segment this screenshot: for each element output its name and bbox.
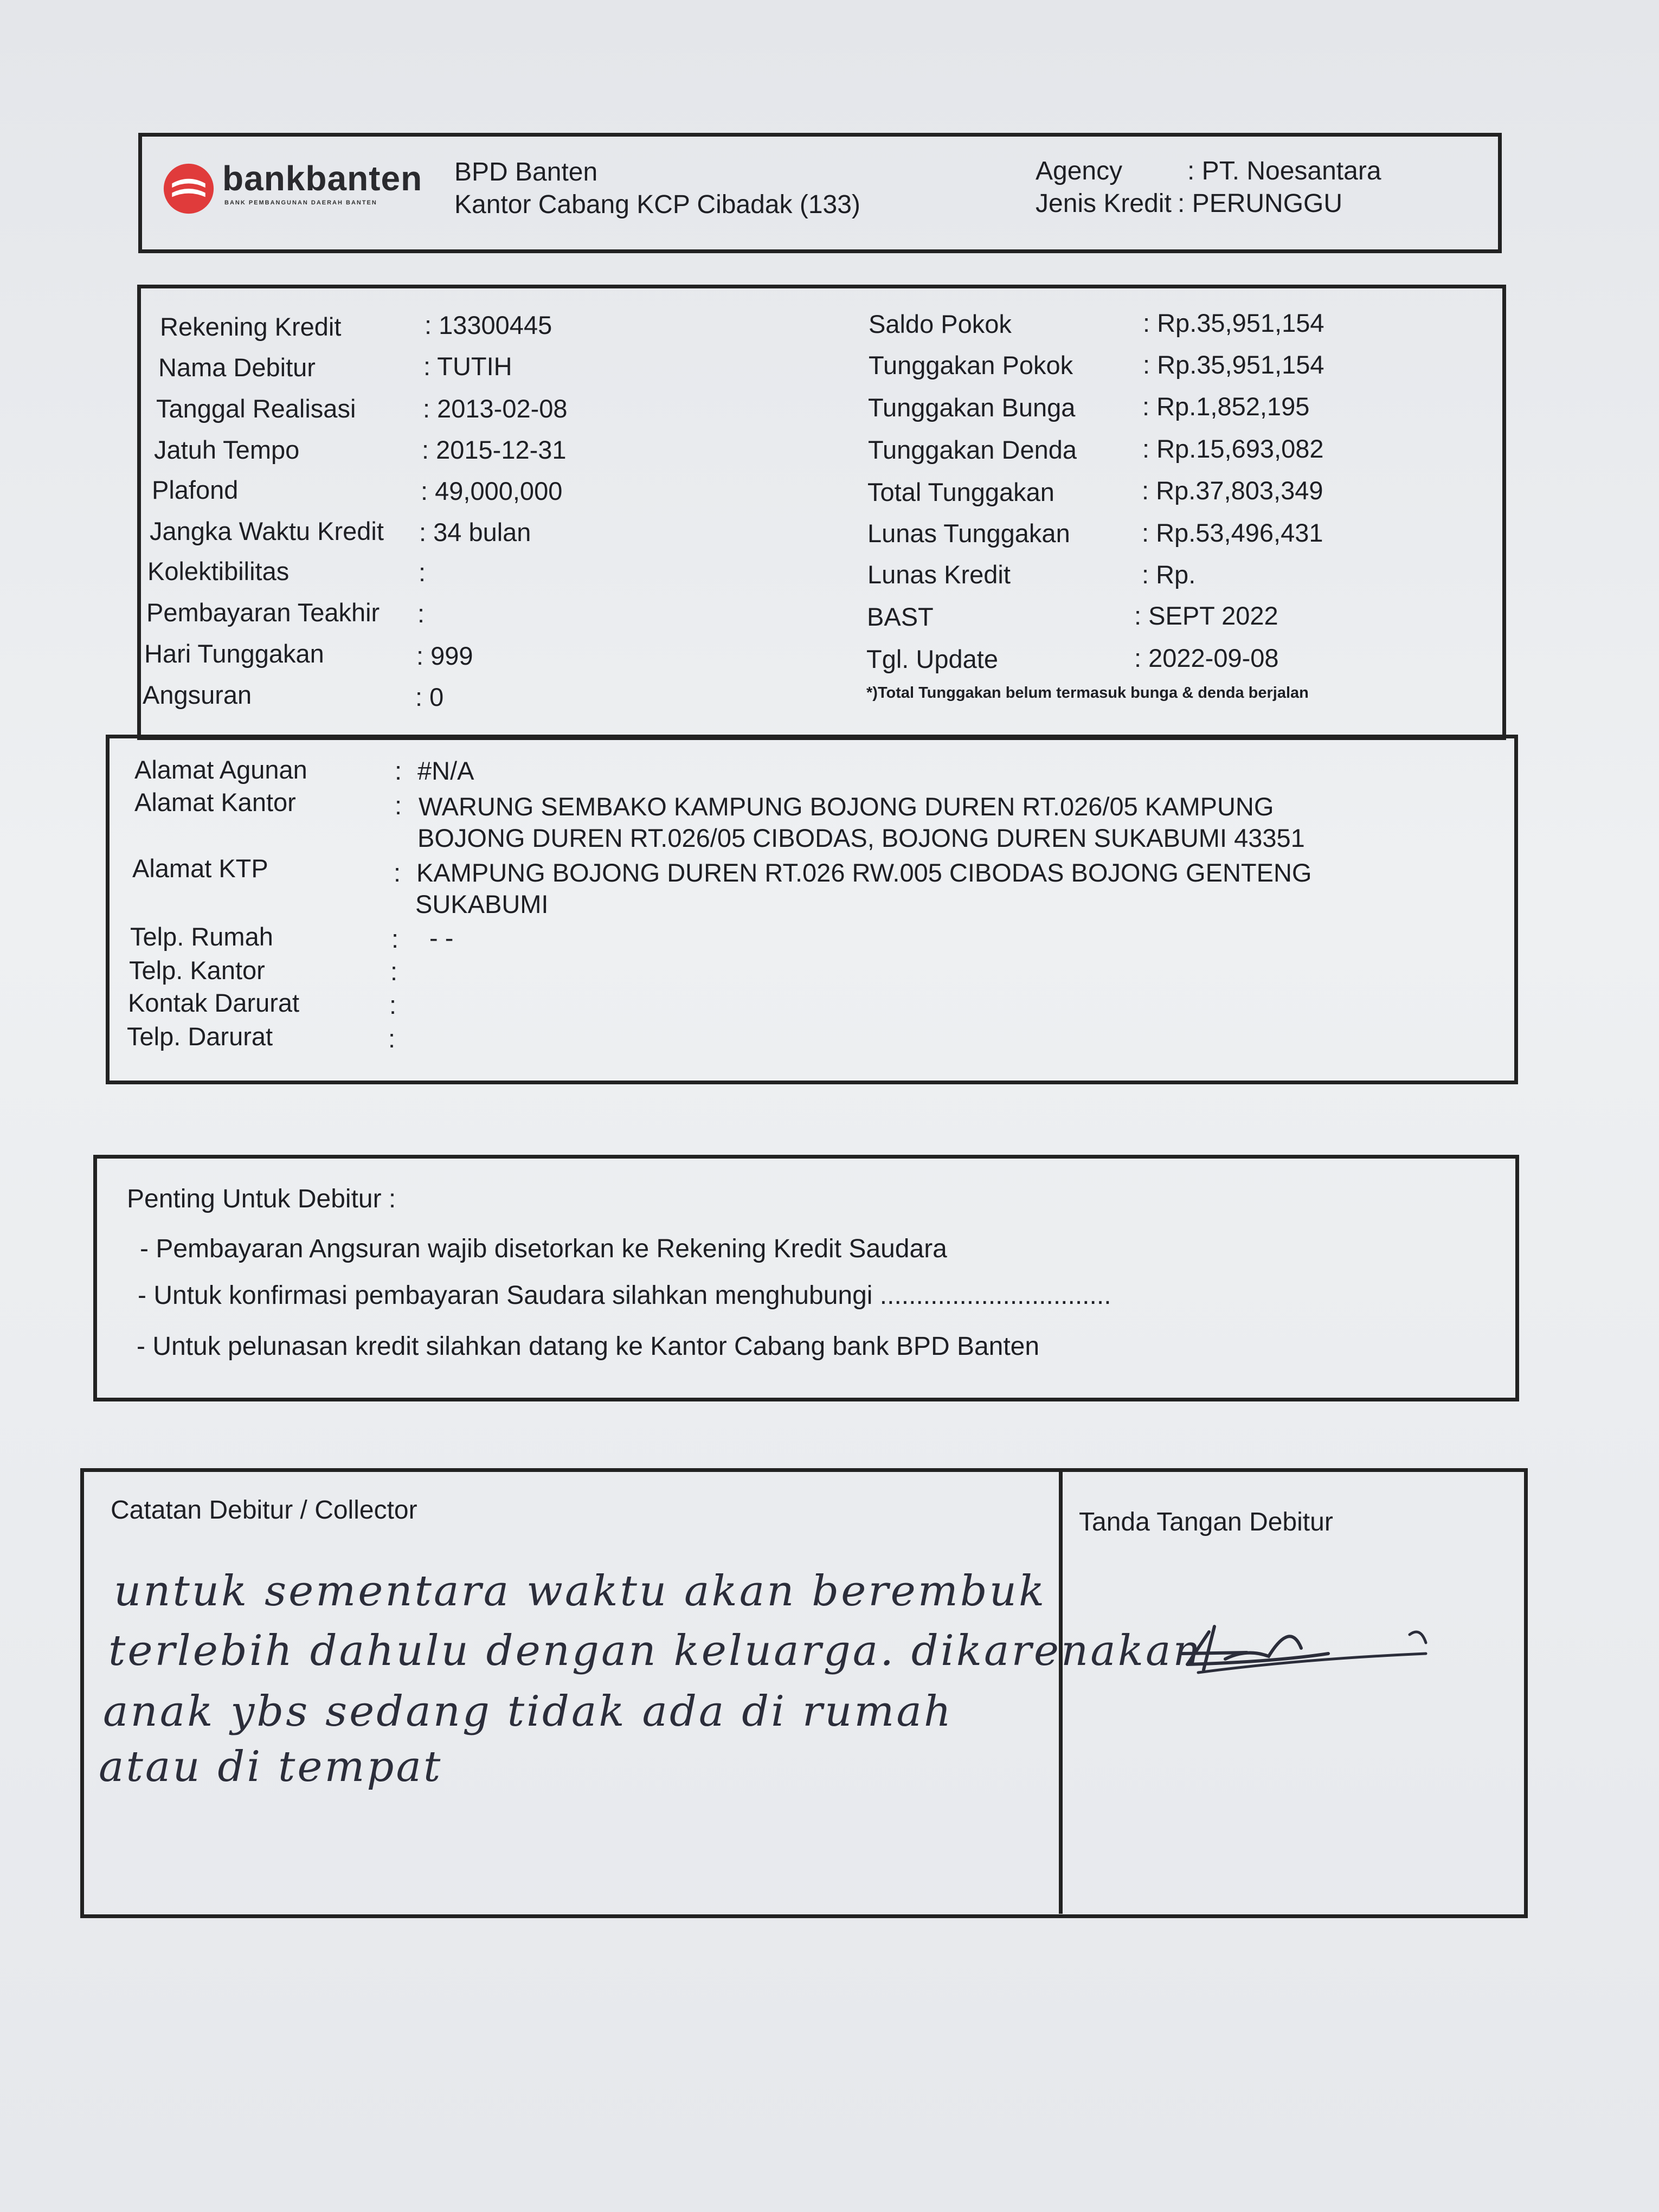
important-title: Penting Untuk Debitur : bbox=[127, 1185, 396, 1213]
field-label: Tunggakan Denda bbox=[868, 435, 1077, 464]
colon: : bbox=[389, 991, 397, 1019]
bank-logo-text: bankbanten bbox=[222, 159, 423, 198]
agency-value: : PT. Noesantara bbox=[1187, 157, 1381, 185]
colon: : bbox=[391, 924, 399, 953]
field-value: : 49,000,000 bbox=[421, 477, 563, 505]
alamat-agunan-value: #N/A bbox=[417, 756, 474, 785]
notes-divider bbox=[1059, 1472, 1063, 1914]
header-bank-line: BPD Banten bbox=[454, 158, 598, 187]
alamat-kantor-line2: BOJONG DUREN RT.026/05 CIBODAS, BOJONG DUREN SUKABUMI 43351 bbox=[417, 824, 1305, 852]
field-label: Nama Debitur bbox=[158, 353, 316, 382]
field-label: Lunas Kredit bbox=[867, 560, 1011, 589]
handwritten-note-line: terlebih dahulu dengan keluarga. dikarenakan bbox=[108, 1626, 1203, 1675]
field-value: : 999 bbox=[416, 641, 473, 670]
field-label: Angsuran bbox=[143, 680, 252, 709]
field-label: Jangka Waktu Kredit bbox=[150, 517, 384, 545]
field-label: Lunas Tunggakan bbox=[867, 519, 1070, 548]
field-value: : Rp.53,496,431 bbox=[1142, 518, 1323, 547]
field-value: : 2015-12-31 bbox=[422, 435, 567, 464]
colon: : bbox=[394, 858, 401, 887]
important-item: - Pembayaran Angsuran wajib disetorkan ke Rekening Kredit Saudara bbox=[140, 1234, 947, 1263]
field-value: : TUTIH bbox=[423, 352, 512, 381]
alamat-kantor-line1: WARUNG SEMBAKO KAMPUNG BOJONG DUREN RT.026/05 KAMPUNG bbox=[419, 792, 1274, 821]
field-label: Tunggakan Bunga bbox=[868, 393, 1076, 422]
header-branch-line: Kantor Cabang KCP Cibadak (133) bbox=[454, 190, 860, 219]
field-label: BAST bbox=[867, 602, 934, 631]
field-label: Tanggal Realisasi bbox=[156, 394, 356, 423]
field-value: : Rp. bbox=[1142, 560, 1196, 589]
telp-rumah-value: - - bbox=[429, 923, 454, 952]
alamat-kantor-label: Alamat Kantor bbox=[134, 788, 296, 816]
kontak-darurat-label: Kontak Darurat bbox=[128, 988, 300, 1017]
field-label: Pembayaran Teakhir bbox=[146, 598, 380, 627]
notes-title: Catatan Debitur / Collector bbox=[111, 1496, 417, 1525]
agency-label: Agency bbox=[1036, 157, 1123, 185]
field-value: : 2013-02-08 bbox=[423, 394, 568, 423]
field-label: Saldo Pokok bbox=[869, 310, 1012, 338]
jenis-kredit-value: : PERUNGGU bbox=[1178, 189, 1343, 218]
signature-title: Tanda Tangan Debitur bbox=[1079, 1508, 1333, 1536]
field-value: : 2022-09-08 bbox=[1134, 644, 1279, 672]
field-label: Total Tunggakan bbox=[867, 478, 1054, 506]
footnote: *)Total Tunggakan belum termasuk bunga & denda berjalan bbox=[866, 684, 1309, 702]
field-value: : Rp.15,693,082 bbox=[1142, 434, 1324, 463]
field-value: : SEPT 2022 bbox=[1134, 601, 1278, 630]
field-value: : Rp.1,852,195 bbox=[1142, 392, 1310, 421]
field-value: : 34 bulan bbox=[419, 518, 531, 546]
field-value: : Rp.37,803,349 bbox=[1142, 476, 1323, 505]
field-label: Hari Tunggakan bbox=[144, 639, 324, 668]
colon: : bbox=[390, 957, 398, 986]
field-value: : bbox=[417, 599, 425, 628]
field-label: Rekening Kredit bbox=[160, 312, 342, 341]
handwritten-note-line: anak ybs sedang tidak ada di rumah bbox=[103, 1687, 954, 1736]
handwritten-note-line: untuk sementara waktu akan berembuk bbox=[114, 1567, 1047, 1616]
alamat-ktp-line1: KAMPUNG BOJONG DUREN RT.026 RW.005 CIBODAS BOJONG GENTENG bbox=[416, 858, 1312, 887]
field-value: : 13300445 bbox=[425, 311, 552, 339]
bank-logo-icon bbox=[163, 163, 215, 215]
colon: : bbox=[388, 1024, 396, 1053]
telp-darurat-label: Telp. Darurat bbox=[127, 1022, 273, 1051]
colon: : bbox=[395, 791, 402, 820]
field-label: Tgl. Update bbox=[866, 645, 998, 673]
field-label: Jatuh Tempo bbox=[154, 435, 300, 464]
field-value: : 0 bbox=[415, 683, 444, 711]
field-value: : Rp.35,951,154 bbox=[1143, 308, 1324, 337]
colon: : bbox=[395, 756, 402, 785]
debtor-signature-icon bbox=[1166, 1589, 1458, 1686]
field-value: : Rp.35,951,154 bbox=[1143, 350, 1324, 379]
address-box bbox=[106, 735, 1518, 1084]
bank-logo-subtitle: BANK PEMBANGUNAN DAERAH BANTEN bbox=[224, 200, 377, 206]
field-label: Plafond bbox=[152, 475, 239, 504]
field-label: Tunggakan Pokok bbox=[869, 351, 1073, 380]
important-item: - Untuk konfirmasi pembayaran Saudara silahkan menghubungi ................................ bbox=[138, 1281, 1111, 1310]
telp-kantor-label: Telp. Kantor bbox=[129, 956, 265, 985]
alamat-ktp-line2: SUKABUMI bbox=[415, 890, 549, 918]
jenis-kredit-label: Jenis Kredit bbox=[1036, 189, 1172, 218]
alamat-agunan-label: Alamat Agunan bbox=[134, 755, 307, 784]
handwritten-note-line: atau di tempat bbox=[99, 1742, 443, 1791]
important-item: - Untuk pelunasan kredit silahkan datang ke Kantor Cabang bank BPD Banten bbox=[137, 1332, 1040, 1361]
alamat-ktp-label: Alamat KTP bbox=[132, 854, 268, 883]
telp-rumah-label: Telp. Rumah bbox=[130, 922, 273, 951]
field-label: Kolektibilitas bbox=[147, 557, 290, 586]
field-value: : bbox=[419, 558, 426, 587]
